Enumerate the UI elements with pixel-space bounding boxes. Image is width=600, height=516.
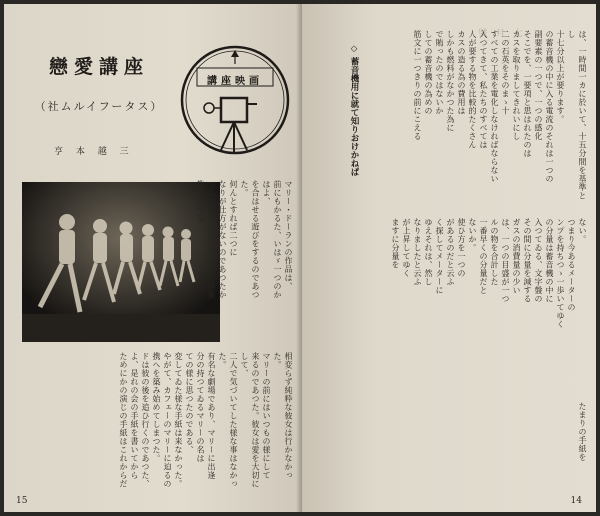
text-column: 有名な劇場であり、マリーに出逢 bbox=[207, 352, 216, 480]
text-column: その間に分量を減する bbox=[523, 218, 532, 303]
text-column: は、一時間一カに於いて、十五分間を基準とし bbox=[567, 30, 587, 200]
text-column: カスの造る為の費用は bbox=[457, 30, 466, 115]
text-column: しかも燃料がなかつた為に bbox=[446, 30, 455, 132]
text-column: 相変らず純粋な彼女は行かなかった。 bbox=[273, 352, 293, 480]
right-text-block-bottom bbox=[312, 218, 588, 394]
text-column: マリー・ドーランの作品は、 bbox=[284, 180, 293, 291]
text-column: 分の持つてゐるマリーの名は bbox=[196, 352, 205, 463]
camera-icon bbox=[179, 44, 291, 156]
text-column: ますに分量を bbox=[391, 218, 400, 269]
text-column: 使ひ方を一つの bbox=[457, 218, 466, 278]
text-column: 入つてきて、私たちのすべては bbox=[479, 30, 488, 149]
text-column: つらい二十八歳の時、町の音楽教授を卒業 bbox=[196, 180, 216, 299]
right-page bbox=[302, 4, 596, 512]
text-column: すべての工業を電化しなければならない bbox=[490, 30, 499, 183]
text-column: 携へを築み始めてしまつた。 bbox=[152, 352, 161, 463]
text-column: 入つてゐる、文字盤の bbox=[534, 218, 543, 303]
left-text-block-top bbox=[196, 180, 294, 300]
text-column: 二人で気づいてした様な事はなかった。 bbox=[218, 352, 238, 488]
text-column: を合はせる遊びをするのであつた。 bbox=[240, 180, 260, 299]
text-column: 来るのであつた。彼女は愛を大切にして、 bbox=[240, 352, 260, 488]
text-column: 副要素の一つで、一つの感化 bbox=[534, 30, 543, 141]
page-number-left: 15 bbox=[16, 496, 28, 506]
text-column: やがて、カフェーのマリーに迫るの bbox=[163, 352, 172, 488]
text-column: なりが仕方がないのであつたか bbox=[218, 180, 227, 299]
left-page bbox=[4, 4, 302, 512]
text-column: そこでを、一要項と思はれたのは bbox=[523, 30, 532, 158]
text-column: 二の石英をそのまゝ十 bbox=[501, 30, 510, 115]
text-column: 人が要する物を比較的たくさん bbox=[468, 30, 477, 149]
text-column: ンプを持ちつゝ一歩いてゆく bbox=[556, 218, 565, 329]
text-column: 一番早くの分量だと bbox=[479, 218, 488, 295]
text-column: マリーの前にはいつもの様にして bbox=[262, 352, 271, 480]
page-number-right: 14 bbox=[570, 496, 582, 506]
text-column: の分量は蓄音機の中に bbox=[545, 218, 554, 303]
running-header: 號 月 七 bbox=[478, 29, 526, 39]
text-column: は、一つの目盛が一つ bbox=[501, 218, 510, 303]
text-column: ないか。 bbox=[468, 218, 477, 252]
magazine-spread bbox=[4, 4, 596, 512]
film-camera-emblem bbox=[179, 44, 291, 156]
article-author: 亨 本 越 三 bbox=[54, 147, 134, 157]
text-column: ゆえそれは、然し bbox=[424, 218, 433, 286]
text-column: ての様に思つたのである、 bbox=[185, 352, 194, 454]
left-text-block-bottom bbox=[22, 352, 294, 494]
article-subtitle: （社ムルイフータス） bbox=[34, 100, 164, 113]
text-column: ガスの消費量の少い bbox=[512, 218, 521, 295]
article-title: 戀愛講座 bbox=[48, 56, 149, 78]
emblem-lettering: 講座映画 bbox=[207, 76, 263, 87]
text-column: つまり今あるメーターの bbox=[567, 218, 576, 312]
section-heading: ◇ 蓄音機用に就て知りおけかねぱ bbox=[349, 44, 359, 176]
text-column: で賄ったのではないか bbox=[435, 30, 444, 115]
text-column: カスを取りましてきれいにし bbox=[512, 30, 521, 141]
right-text-block-top bbox=[376, 30, 588, 200]
text-column: ない。 bbox=[578, 218, 587, 244]
text-column: 何んとすれば二つに bbox=[229, 180, 238, 257]
text-column: しての蓄音機の為めの bbox=[424, 30, 433, 115]
text-column: ドは彼の後を追ひ行くのであつた、 bbox=[141, 352, 150, 488]
text-column: 前にもかるた、いはゞ一つのかはよ、 bbox=[262, 180, 282, 299]
text-column: ルの物を合計した bbox=[490, 218, 499, 286]
text-column: の蓄音機の中に入る電流のそれは一つの bbox=[545, 30, 554, 183]
chorus-line-photo bbox=[22, 182, 220, 342]
text-column: よ、是れの会の手紙を書いてから bbox=[130, 352, 139, 480]
text-column: 十七分以上が要ります。 bbox=[556, 30, 565, 124]
text-column: が上昇してゆく bbox=[402, 218, 411, 278]
text-column: く探してメーターに bbox=[435, 218, 444, 295]
text-column: 筋文に一つきりの前にこえる bbox=[413, 30, 422, 141]
text-column: たまりの手紙を bbox=[578, 402, 587, 462]
right-text-block-footer bbox=[528, 402, 588, 498]
text-column: があるのだと云ふ bbox=[446, 218, 455, 286]
text-column: ためにかの演じの手紙はこれからだ bbox=[119, 352, 128, 488]
text-column: 変してゐた様な手紙は来なかった。 bbox=[174, 352, 183, 488]
text-column: なりましたと云ふ bbox=[413, 218, 422, 286]
